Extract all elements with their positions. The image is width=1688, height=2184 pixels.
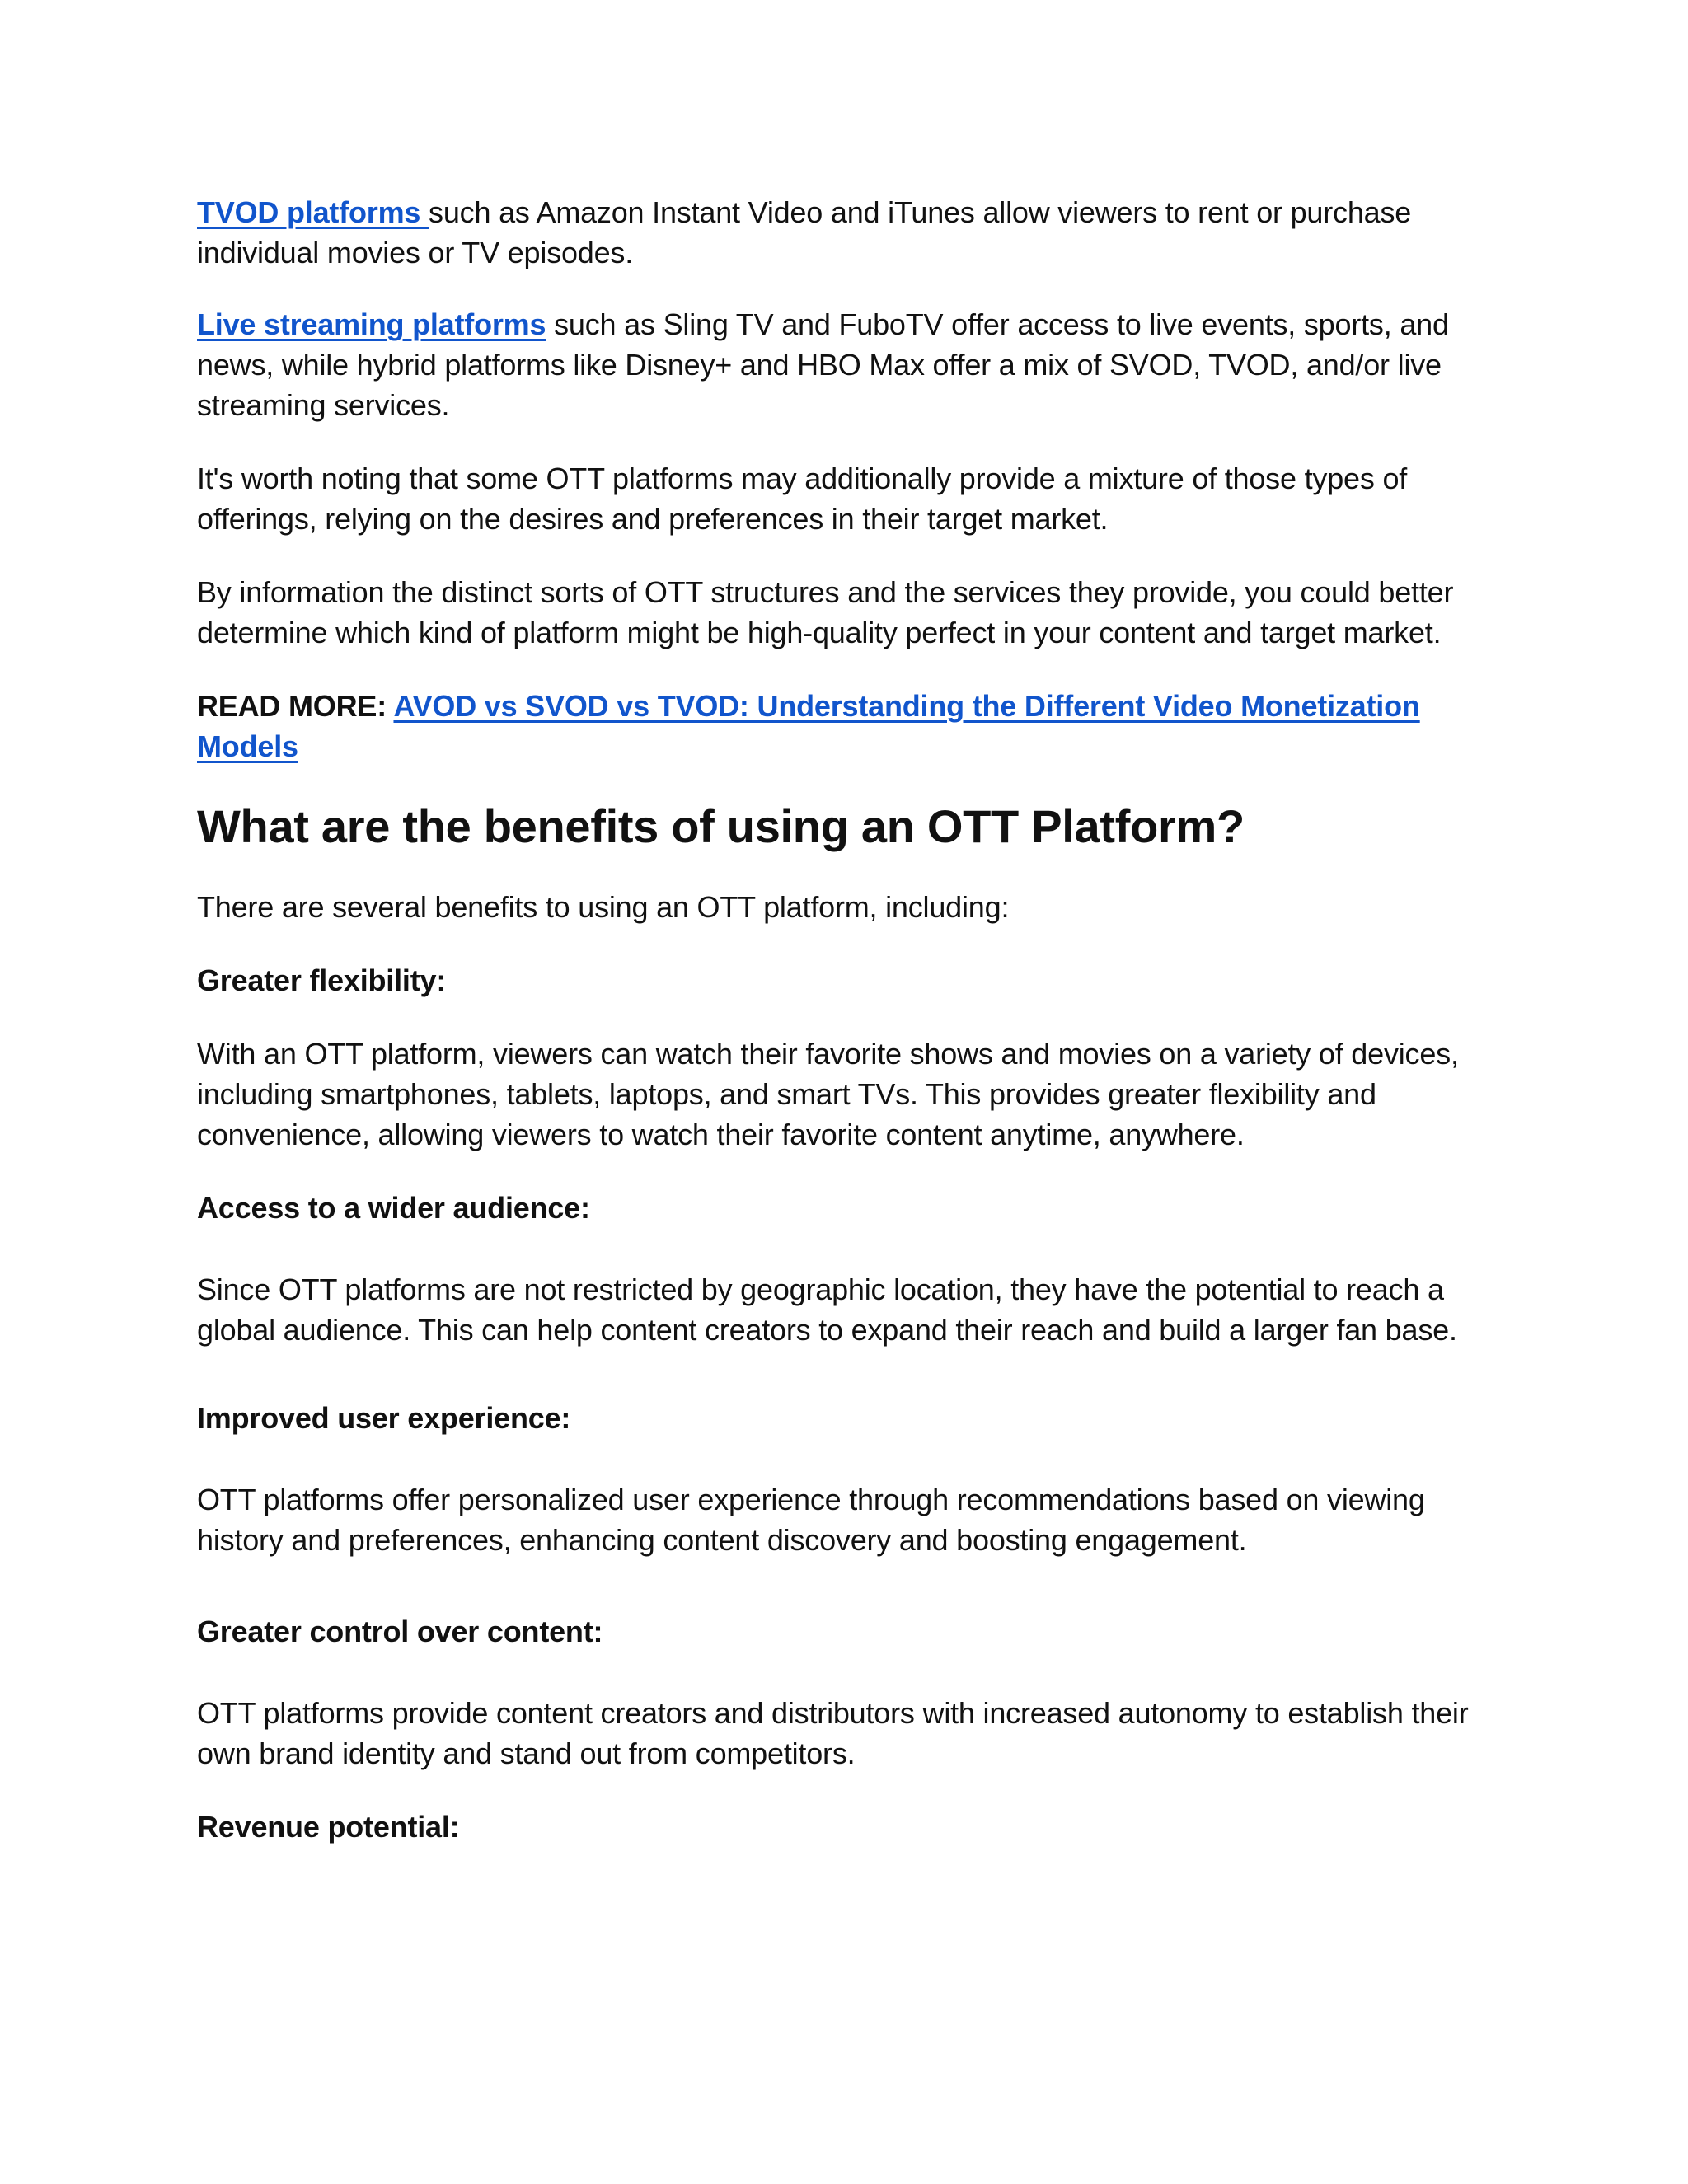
benefits-heading: What are the benefits of using an OTT Platform? — [197, 800, 1245, 852]
tvod-paragraph — [197, 192, 1499, 273]
benefits-intro: There are several benefits to using an OTT platform, including: — [197, 890, 1010, 924]
benefit-title-flexibility: Greater flexibility: — [197, 963, 447, 997]
benefit-title-audience: Access to a wider audience: — [197, 1191, 590, 1225]
information-paragraph: By information the distinct sorts of OTT structures and the services they provide, you could better determine which kind of platform might be high-quality perfect in your content and target market. — [197, 575, 1454, 649]
benefit-title-control: Greater control over content: — [197, 1615, 603, 1648]
benefit-text-flexibility: With an OTT platform, viewers can watch their favorite shows and movies on a variety of devices, including smartphones, tablets, laptops, and smart TVs. This provides greater flexibility and convenience, allowing viewers to watch their favorite content anytime, anywhere. — [197, 1037, 1459, 1151]
tvod-paragraph-text: such as Amazon Instant Video and iTunes allow viewers to rent or purchase individual movies or TV episodes. — [197, 195, 1412, 269]
benefit-text-user-experience: OTT platforms offer personalized user experience through recommendations based on viewing history and preferences, enhancing content discovery and boosting engagement. — [197, 1483, 1425, 1557]
document-content — [197, 192, 1499, 1847]
live-streaming-paragraph-text: such as Sling TV and FuboTV offer access to live events, sports, and news, while hybrid platforms like Disney+ and HBO Max offer a mix of SVOD, TVOD, and/or live streaming services. — [197, 307, 1449, 422]
live-streaming-paragraph — [197, 304, 1499, 425]
read-more-paragraph — [197, 686, 1499, 766]
noting-paragraph: It's worth noting that some OTT platforms may additionally provide a mixture of those types of offerings, relying on the desires and preferences in their target market. — [197, 462, 1408, 536]
tvod-platforms-link[interactable]: TVOD platforms — [197, 195, 429, 229]
benefit-text-control: OTT platforms provide content creators and distributors with increased autonomy to establish their own brand identity and stand out from competitors. — [197, 1696, 1469, 1770]
read-more-link[interactable]: AVOD vs SVOD vs TVOD: Understanding the Different Video Monetization Models — [197, 689, 1420, 763]
benefit-title-revenue: Revenue potential: — [197, 1810, 460, 1844]
benefit-title-user-experience: Improved user experience: — [197, 1401, 571, 1435]
benefit-text-audience: Since OTT platforms are not restricted by geographic location, they have the potential to reach a global audience. This can help content creators to expand their reach and build a larger fan base. — [197, 1272, 1457, 1347]
live-streaming-platforms-link[interactable]: Live streaming platforms — [197, 307, 546, 341]
read-more-label: READ MORE: — [197, 689, 394, 723]
